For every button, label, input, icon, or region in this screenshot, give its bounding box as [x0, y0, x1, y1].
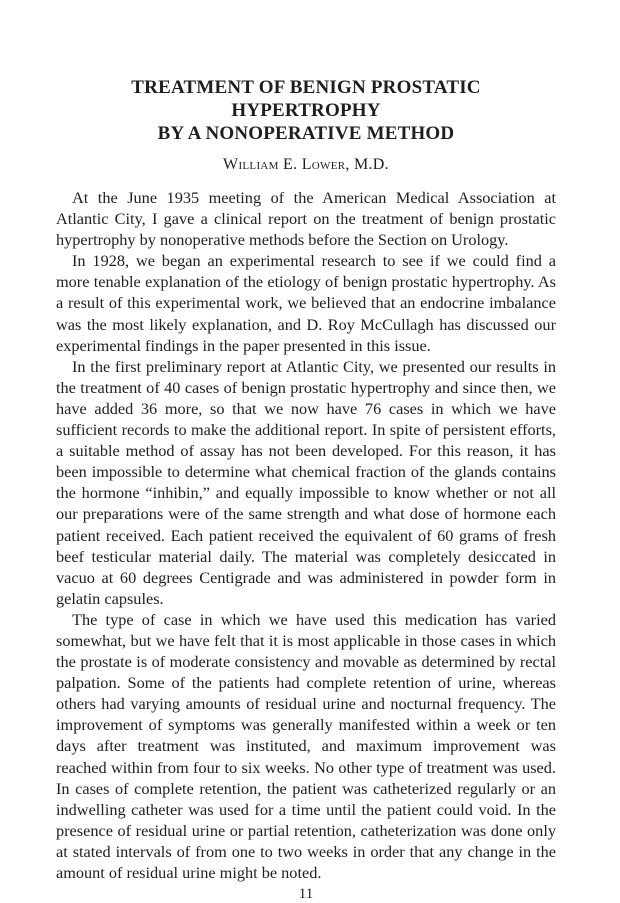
paragraph-1: At the June 1935 meeting of the American Medical Association at Atlantic City, I gave a clinical report on the treatment of benign prostatic hypertrophy by nonoperative methods before the Section on Urology. — [56, 188, 556, 250]
paragraph-2: In 1928, we began an experimental research to see if we could find a more tenable explanation of the etiology of benign prostatic hypertrophy. As a result of this experimental work, we believed that an endocrine imbalance was the most likely explanation, and D. Roy McCullagh has discussed our experimental findings in the paper presented in this issue. — [56, 251, 556, 355]
title-line-1: TREATMENT OF BENIGN PROSTATIC HYPERTROPHY — [131, 77, 481, 121]
page-number: 11 — [298, 886, 314, 903]
paragraph-3: In the first preliminary report at Atlantic City, we presented our results in the treatment of 40 cases of benign prostatic hypertrophy and since then, we have added 36 more, so that we now have 76 cases in which we have sufficient records to make the additional report. In spite of persistent efforts, a suitable method of assay has not been developed. For this reason, it has been impossible to determine what chemical fraction of the glands contains the hormone “inhibin,” and equally impossible to know whether or not all our preparations were of the same strength and what dose of hormone each patient received. Each patient received the equivalent of 60 grams of fresh beef testicular material daily. The material was completely desiccated in vacuo at 60 degrees Centigrade and was administered in powder form in gelatin capsules. — [56, 356, 556, 608]
paragraph-4: The type of case in which we have used this medication has varied somewhat, but we have felt that it is most applicable in those cases in which the prostate is of moderate consistency and movable as determined by rectal palpation. Some of the patients had complete retention of urine, whereas others had varying amounts of residual urine and nocturnal frequency. The improvement of symptoms was generally manifested within a week or ten days after treatment was instituted, and maximum improvement was reached within from four to six weeks. No other type of treatment was used. In cases of complete retention, the patient was catheterized regularly or an indwelling catheter was used for a time until the patient could void. In the presence of residual urine or partial retention, catheterization was done only at stated intervals of from one to two weeks in order that any change in the amount of residual urine might be noted. — [56, 609, 556, 882]
title-line-2: BY A NONOPERATIVE METHOD — [157, 123, 455, 144]
article-page — [56, 76, 556, 903]
author-byline: William E. Lower, M.D. — [223, 156, 389, 173]
article-title — [56, 76, 556, 145]
